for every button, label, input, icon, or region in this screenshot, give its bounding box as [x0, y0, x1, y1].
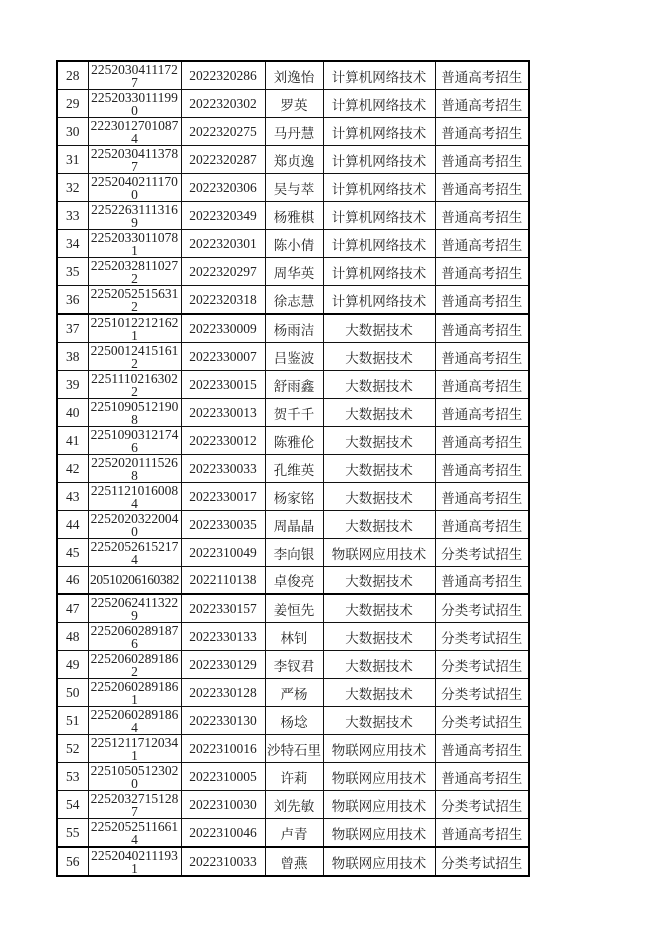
row-number-cell: 43: [57, 483, 88, 511]
row-number-cell: 30: [57, 118, 88, 146]
id-number: 22522631113169: [91, 202, 178, 229]
id-number: 22512117120341: [90, 735, 179, 762]
id-number: 22510903121746: [90, 427, 179, 454]
row-number-cell: 29: [57, 90, 88, 118]
student-id-cell: 2022320287: [181, 146, 265, 174]
id-number-cell: [88, 174, 181, 202]
major-cell: 物联网应用技术: [323, 847, 435, 876]
student-name-cell: 曾燕: [265, 847, 323, 876]
id-number: 22500124151612: [90, 343, 179, 370]
table-row: [57, 202, 529, 230]
id-number-cell: [88, 511, 181, 539]
id-number: 20510206160382: [90, 572, 179, 587]
table-row: [57, 399, 529, 427]
id-number: 22510122121621: [90, 315, 179, 342]
id-number: 22520330111990: [91, 90, 178, 117]
id-number-cell: [88, 314, 181, 343]
id-number: 22520602891862: [90, 651, 179, 678]
student-id-cell: 2022320301: [181, 230, 265, 258]
id-number-cell: [88, 483, 181, 511]
student-name-cell: 杨雨洁: [265, 314, 323, 343]
id-number-cell: [88, 90, 181, 118]
id-number-cell: [88, 707, 181, 735]
admission-type-cell: 普通高考招生: [435, 174, 529, 202]
student-name-cell: 陈小倩: [265, 230, 323, 258]
id-number: 22520330110781: [90, 230, 179, 257]
student-id-cell: 2022320286: [181, 61, 265, 90]
row-number-cell: 54: [57, 791, 88, 819]
id-number-cell: [88, 258, 181, 286]
table-row: [57, 679, 529, 707]
row-number-cell: 35: [57, 258, 88, 286]
table-row: [57, 735, 529, 763]
table-row: [57, 174, 529, 202]
row-number-cell: 52: [57, 735, 88, 763]
admission-type-cell: 普通高考招生: [435, 118, 529, 146]
id-number: 22520402111931: [91, 848, 178, 875]
id-number: 22510505123020: [90, 763, 179, 790]
student-id-cell: 2022310033: [181, 847, 265, 876]
row-number-cell: 45: [57, 539, 88, 567]
row-number-cell: 53: [57, 763, 88, 791]
student-id-cell: 2022310005: [181, 763, 265, 791]
admission-type-cell: 普通高考招生: [435, 90, 529, 118]
table-row: [57, 146, 529, 174]
student-id-cell: 2022310049: [181, 539, 265, 567]
student-name-cell: 刘先敏: [265, 791, 323, 819]
id-number-cell: [88, 791, 181, 819]
student-id-cell: 2022330015: [181, 371, 265, 399]
major-cell: 物联网应用技术: [323, 735, 435, 763]
table-row: [57, 286, 529, 315]
major-cell: 大数据技术: [323, 427, 435, 455]
student-id-cell: 2022310030: [181, 791, 265, 819]
table-row: [57, 314, 529, 343]
row-number-cell: 33: [57, 202, 88, 230]
admission-type-cell: 分类考试招生: [435, 791, 529, 819]
id-number-cell: [88, 118, 181, 146]
id-number-cell: [88, 371, 181, 399]
id-number: 22520624113229: [90, 595, 179, 622]
id-number: 22511210160084: [90, 483, 179, 510]
row-number-cell: 49: [57, 651, 88, 679]
id-number-cell: [88, 623, 181, 651]
major-cell: 大数据技术: [323, 371, 435, 399]
student-name-cell: 周晶晶: [265, 511, 323, 539]
table-row: [57, 483, 529, 511]
admission-type-cell: 普通高考招生: [435, 819, 529, 848]
table-row: [57, 118, 529, 146]
student-name-cell: 周华英: [265, 258, 323, 286]
student-id-cell: 2022310016: [181, 735, 265, 763]
id-number-cell: [88, 230, 181, 258]
major-cell: 大数据技术: [323, 651, 435, 679]
table-row: [57, 623, 529, 651]
row-number-cell: 37: [57, 314, 88, 343]
student-id-cell: 2022330012: [181, 427, 265, 455]
admission-type-cell: 普通高考招生: [435, 427, 529, 455]
admission-type-cell: 分类考试招生: [435, 539, 529, 567]
student-name-cell: 吴与萃: [265, 174, 323, 202]
student-name-cell: 陈雅伦: [265, 427, 323, 455]
admission-type-cell: 普通高考招生: [435, 343, 529, 371]
student-id-cell: 2022330007: [181, 343, 265, 371]
student-table-body: [57, 61, 529, 876]
student-id-cell: 2022110138: [181, 567, 265, 595]
admission-type-cell: 普通高考招生: [435, 483, 529, 511]
student-id-cell: 2022330128: [181, 679, 265, 707]
id-number: 22520304113787: [90, 146, 179, 173]
id-number: 22520203220040: [90, 511, 179, 538]
table-row: [57, 847, 529, 876]
id-number: 22510905121908: [90, 399, 179, 426]
id-number: 22520304111727: [91, 62, 178, 89]
major-cell: 物联网应用技术: [323, 791, 435, 819]
student-name-cell: 李钗君: [265, 651, 323, 679]
student-name-cell: 舒雨鑫: [265, 371, 323, 399]
student-name-cell: 姜恒先: [265, 594, 323, 623]
student-id-cell: 2022330033: [181, 455, 265, 483]
row-number-cell: 51: [57, 707, 88, 735]
admission-type-cell: 普通高考招生: [435, 455, 529, 483]
student-name-cell: 杨埝: [265, 707, 323, 735]
id-number: 22520602891861: [90, 679, 179, 706]
student-name-cell: 吕鉴波: [265, 343, 323, 371]
table-row: [57, 455, 529, 483]
row-number-cell: 55: [57, 819, 88, 848]
student-id-cell: 2022320349: [181, 202, 265, 230]
table-row: [57, 763, 529, 791]
admission-type-cell: 分类考试招生: [435, 594, 529, 623]
table-row: [57, 61, 529, 90]
row-number-cell: 47: [57, 594, 88, 623]
id-number: 22520525156312: [90, 286, 179, 313]
major-cell: 计算机网络技术: [323, 118, 435, 146]
student-name-cell: 孔维英: [265, 455, 323, 483]
student-id-cell: 2022330017: [181, 483, 265, 511]
id-number: 22520328110272: [90, 258, 179, 285]
student-name-cell: 严杨: [265, 679, 323, 707]
id-number-cell: [88, 594, 181, 623]
major-cell: 大数据技术: [323, 567, 435, 595]
table-row: [57, 258, 529, 286]
admission-type-cell: 分类考试招生: [435, 651, 529, 679]
row-number-cell: 44: [57, 511, 88, 539]
admission-type-cell: 分类考试招生: [435, 707, 529, 735]
student-name-cell: 李向银: [265, 539, 323, 567]
major-cell: 计算机网络技术: [323, 61, 435, 90]
admission-type-cell: 普通高考招生: [435, 314, 529, 343]
row-number-cell: 48: [57, 623, 88, 651]
major-cell: 计算机网络技术: [323, 90, 435, 118]
table-row: [57, 651, 529, 679]
student-id-cell: 2022320306: [181, 174, 265, 202]
student-name-cell: 沙特石里: [265, 735, 323, 763]
admission-type-cell: 普通高考招生: [435, 202, 529, 230]
admission-type-cell: 普通高考招生: [435, 399, 529, 427]
major-cell: 大数据技术: [323, 455, 435, 483]
table-row: [57, 539, 529, 567]
id-number-cell: [88, 819, 181, 848]
id-number-cell: [88, 202, 181, 230]
student-id-cell: 2022330133: [181, 623, 265, 651]
row-number-cell: 34: [57, 230, 88, 258]
student-id-cell: 2022330009: [181, 314, 265, 343]
row-number-cell: 50: [57, 679, 88, 707]
row-number-cell: 36: [57, 286, 88, 315]
student-name-cell: 马丹慧: [265, 118, 323, 146]
row-number-cell: 28: [57, 61, 88, 90]
major-cell: 大数据技术: [323, 399, 435, 427]
student-id-cell: 2022320275: [181, 118, 265, 146]
id-number-cell: [88, 343, 181, 371]
id-number: 22230127010874: [90, 118, 179, 145]
id-number: 22511102163022: [91, 371, 178, 398]
major-cell: 计算机网络技术: [323, 230, 435, 258]
id-number-cell: [88, 286, 181, 315]
admission-type-cell: 普通高考招生: [435, 735, 529, 763]
major-cell: 大数据技术: [323, 594, 435, 623]
id-number: 22520602891876: [90, 623, 179, 650]
major-cell: 计算机网络技术: [323, 286, 435, 315]
admission-type-cell: 普通高考招生: [435, 567, 529, 595]
row-number-cell: 40: [57, 399, 88, 427]
admission-type-cell: 分类考试招生: [435, 623, 529, 651]
id-number-cell: [88, 847, 181, 876]
row-number-cell: 38: [57, 343, 88, 371]
id-number: 22520201115268: [91, 455, 178, 482]
id-number: 22520602891864: [90, 707, 179, 734]
major-cell: 计算机网络技术: [323, 202, 435, 230]
id-number-cell: [88, 61, 181, 90]
student-id-cell: 2022330013: [181, 399, 265, 427]
student-name-cell: 徐志慧: [265, 286, 323, 315]
student-name-cell: 卢青: [265, 819, 323, 848]
table-row: [57, 819, 529, 848]
row-number-cell: 31: [57, 146, 88, 174]
student-id-cell: 2022330130: [181, 707, 265, 735]
major-cell: 物联网应用技术: [323, 763, 435, 791]
student-name-cell: 许莉: [265, 763, 323, 791]
table-row: [57, 90, 529, 118]
student-name-cell: 杨雅棋: [265, 202, 323, 230]
major-cell: 物联网应用技术: [323, 819, 435, 848]
admission-type-cell: 普通高考招生: [435, 511, 529, 539]
student-id-cell: 2022320318: [181, 286, 265, 315]
id-number-cell: [88, 399, 181, 427]
major-cell: 物联网应用技术: [323, 539, 435, 567]
id-number: 22520327151287: [90, 791, 179, 818]
row-number-cell: 39: [57, 371, 88, 399]
student-id-cell: 2022330129: [181, 651, 265, 679]
admission-type-cell: 普通高考招生: [435, 258, 529, 286]
row-number-cell: 56: [57, 847, 88, 876]
student-name-cell: 罗英: [265, 90, 323, 118]
id-number-cell: [88, 735, 181, 763]
table-row: [57, 567, 529, 595]
table-row: [57, 707, 529, 735]
student-id-cell: 2022320302: [181, 90, 265, 118]
table-row: [57, 427, 529, 455]
student-id-cell: 2022330035: [181, 511, 265, 539]
major-cell: 大数据技术: [323, 707, 435, 735]
id-number-cell: [88, 427, 181, 455]
major-cell: 计算机网络技术: [323, 174, 435, 202]
student-name-cell: 郑贞逸: [265, 146, 323, 174]
major-cell: 大数据技术: [323, 679, 435, 707]
id-number-cell: [88, 567, 181, 595]
major-cell: 大数据技术: [323, 511, 435, 539]
admission-type-cell: 普通高考招生: [435, 763, 529, 791]
id-number: 22520526152174: [90, 539, 179, 566]
id-number-cell: [88, 679, 181, 707]
table-row: [57, 343, 529, 371]
major-cell: 大数据技术: [323, 483, 435, 511]
id-number-cell: [88, 763, 181, 791]
student-name-cell: 林钊: [265, 623, 323, 651]
table-row: [57, 511, 529, 539]
admission-type-cell: 普通高考招生: [435, 230, 529, 258]
row-number-cell: 32: [57, 174, 88, 202]
row-number-cell: 42: [57, 455, 88, 483]
row-number-cell: 46: [57, 567, 88, 595]
id-number: 22520525116614: [90, 819, 179, 846]
student-id-cell: 2022320297: [181, 258, 265, 286]
admission-type-cell: 普通高考招生: [435, 61, 529, 90]
table-row: [57, 230, 529, 258]
student-name-cell: 刘逸怡: [265, 61, 323, 90]
student-name-cell: 贺千千: [265, 399, 323, 427]
major-cell: 计算机网络技术: [323, 258, 435, 286]
id-number-cell: [88, 539, 181, 567]
admission-type-cell: 普通高考招生: [435, 286, 529, 315]
row-number-cell: 41: [57, 427, 88, 455]
student-name-cell: 杨家铭: [265, 483, 323, 511]
major-cell: 大数据技术: [323, 343, 435, 371]
admission-type-cell: 分类考试招生: [435, 847, 529, 876]
student-table: [56, 60, 530, 877]
student-name-cell: 卓俊亮: [265, 567, 323, 595]
major-cell: 计算机网络技术: [323, 146, 435, 174]
id-number-cell: [88, 651, 181, 679]
student-id-cell: 2022310046: [181, 819, 265, 848]
admission-type-cell: 分类考试招生: [435, 679, 529, 707]
table-row: [57, 791, 529, 819]
student-id-cell: 2022330157: [181, 594, 265, 623]
id-number-cell: [88, 455, 181, 483]
admission-type-cell: 普通高考招生: [435, 146, 529, 174]
id-number: 22520402111700: [91, 174, 178, 201]
major-cell: 大数据技术: [323, 623, 435, 651]
major-cell: 大数据技术: [323, 314, 435, 343]
id-number-cell: [88, 146, 181, 174]
admission-type-cell: 普通高考招生: [435, 371, 529, 399]
table-row: [57, 594, 529, 623]
table-row: [57, 371, 529, 399]
